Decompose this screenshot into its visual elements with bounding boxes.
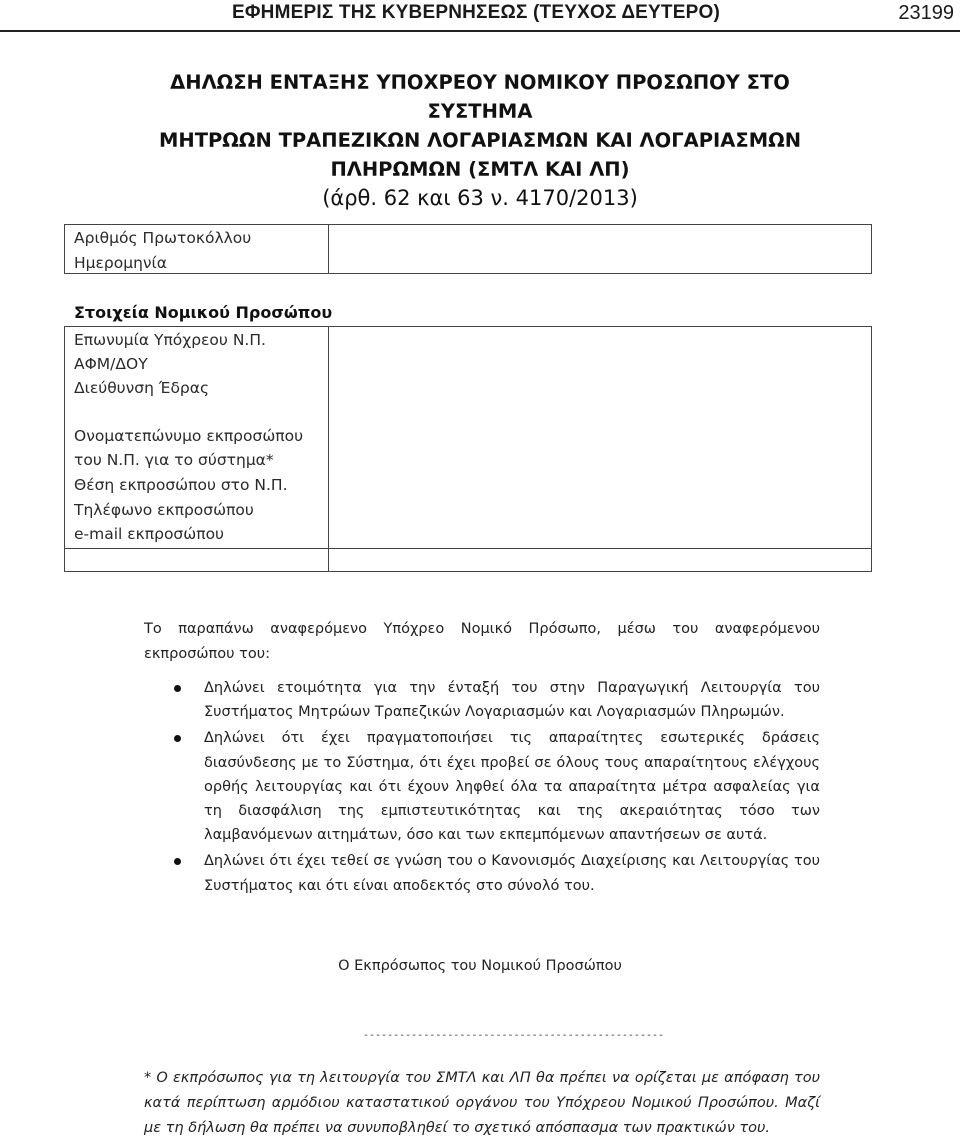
rep-name-label-line1: Ονοματεπώνυμο εκπροσώπου — [74, 427, 304, 445]
rep-phone-label: Τηλέφωνο εκπροσώπου — [74, 501, 254, 519]
signature-line: -------------------------------------------------- — [363, 1030, 665, 1041]
gazette-header — [0, 0, 960, 32]
protocol-number-field[interactable] — [330, 226, 870, 248]
tax-id-label: ΑΦΜ/ΔΟΥ — [74, 355, 148, 373]
rep-email-label: e-mail εκπροσώπου — [74, 525, 225, 543]
title-line-1: ΔΗΛΩΣΗ ΕΝΤΑΞΗΣ ΥΠΟΧΡΕΟΥ ΝΟΜΙΚΟΥ ΠΡΟΣΩΠΟΥ ΣΤΟ ΣΥΣΤΗΜΑ — [170, 71, 790, 123]
title-line-4: (άρθ. 62 και 63 ν. 4170/2013) — [322, 186, 638, 210]
date-field[interactable] — [330, 250, 870, 272]
gazette-title: ΕΦΗΜΕΡΙΣ ΤΗΣ ΚΥΒΕΡΝΗΣΕΩΣ (ΤΕΥΧΟΣ ΔΕΥΤΕΡΟ) — [232, 2, 720, 23]
legal-entity-section-title: Στοιχεία Νομικού Προσώπου — [74, 303, 333, 322]
page-number: 23199 — [898, 2, 954, 24]
rep-name-label-line2: του Ν.Π. για το σύστημα* — [74, 451, 274, 469]
declaration-intro: Το παραπάνω αναφερόμενο Υπόχρεο Νομικό Πρόσωπο, μέσω του αναφερόμενου εκπροσώπου του: — [144, 621, 820, 662]
rep-position-label: Θέση εκπροσώπου στο Ν.Π. — [74, 476, 288, 494]
footnote: * Ο εκπρόσωπος για τη λειτουργία του ΣΜΤΛ και ΛΠ θα πρέπει να ορίζεται με απόφαση του κατά περίπτωση αρμόδιου καταστατικού οργάνου του Υπόχρεου Νομικού Προσώπου. Μαζί με τη δήλωση θα πρέπει να συνυποβληθεί το σχετικό απόσπασμα των πρακτικών του. — [144, 1070, 820, 1136]
signature-label: Ο Εκπρόσωπος του Νομικού Προσώπου — [338, 958, 622, 974]
declaration-item-readiness: Δηλώνει ετοιμότητα για την ένταξή του στην Παραγωγική Λειτουργία του Συστήματος Μητρώων Τραπεζικών Λογαριασμών και Λογαριασμών Πληρωμών. — [170, 676, 820, 724]
protocol-number-label: Αριθμός Πρωτοκόλλου — [74, 229, 252, 247]
legal-entity-values-field[interactable] — [330, 328, 870, 546]
date-label: Ημερομηνία — [74, 254, 168, 272]
legal-entity-box-divider — [328, 326, 329, 572]
protocol-box-divider — [328, 224, 329, 274]
address-label: Διεύθυνση Έδρας — [74, 379, 210, 397]
document-title — [120, 68, 840, 213]
declaration-item-regulation: Δηλώνει ότι έχει τεθεί σε γνώση του ο Κανονισμός Διαχείρισης και Λειτουργίας του Συστήματος και ότι είναι αποδεκτός στο σύνολό του. — [170, 849, 820, 897]
entity-name-label: Επωνυμία Υπόχρεου Ν.Π. — [74, 331, 266, 349]
declaration-item-security: Δηλώνει ότι έχει πραγματοποιήσει τις απαραίτητες εσωτερικές δράσεις διασύνδεσης με το Σύστημα, ότι έχει προβεί σε όλους τους απαραίτητους ελέγχους ορθής λειτουργίας και ότι έχουν ληφθεί όλα τα απαραίτητα μέτρα ασφαλείας για τη διασφάλιση της εμπιστευτικότητας και της ακεραιότητας τόσο των λαμβανόμενων αιτημάτων, όσο και των εκπεμπόμενων απαντήσεων σε αυτά. — [170, 726, 820, 847]
legal-entity-box-rule — [64, 548, 872, 549]
declaration-list — [170, 676, 820, 900]
title-line-2: ΜΗΤΡΩΩΝ ΤΡΑΠΕΖΙΚΩΝ ΛΟΓΑΡΙΑΣΜΩΝ ΚΑΙ ΛΟΓΑΡΙΑΣΜΩΝ — [158, 129, 802, 152]
title-line-3: ΠΛΗΡΩΜΩΝ (ΣΜΤΛ ΚΑΙ ΛΠ) — [330, 158, 630, 181]
